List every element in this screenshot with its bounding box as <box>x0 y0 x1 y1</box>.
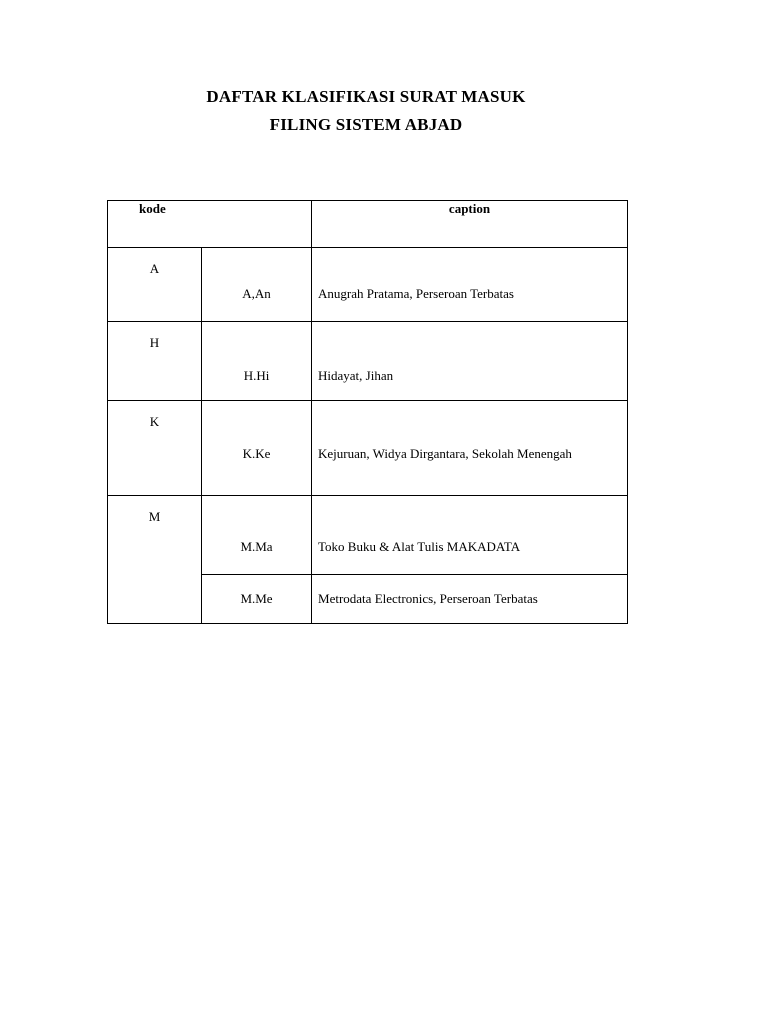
group-letter: M <box>108 496 202 624</box>
entry-caption: Anugrah Pratama, Perseroan Terbatas <box>318 286 514 301</box>
entry-caption-cell <box>312 401 628 496</box>
entry-code-cell <box>202 401 312 496</box>
entry-caption-cell <box>312 248 628 322</box>
entry-code: M.Me <box>202 575 312 624</box>
entry-caption-cell <box>312 322 628 401</box>
entry-caption: Hidayat, Jihan <box>318 368 394 383</box>
entry-code: M.Ma <box>240 539 273 554</box>
table-row <box>108 322 628 401</box>
table-header-row <box>108 201 628 248</box>
group-letter: A <box>108 248 202 322</box>
entry-code-cell <box>202 496 312 575</box>
entry-code-cell <box>202 322 312 401</box>
table-row <box>108 401 628 496</box>
entry-caption-cell <box>312 496 628 575</box>
entry-caption: Kejuruan, Widya Dirgantara, Sekolah Menengah <box>318 446 572 461</box>
entry-code-cell <box>202 248 312 322</box>
header-caption: caption <box>312 201 628 248</box>
table-row <box>108 248 628 322</box>
entry-code: K.Ke <box>242 446 271 461</box>
entry-code: A,An <box>242 286 271 301</box>
group-letter: H <box>108 322 202 401</box>
document-title-line2: FILING SISTEM ABJAD <box>269 115 463 134</box>
classification-table <box>107 200 628 624</box>
header-kode: kode <box>108 201 312 248</box>
table-row <box>108 496 628 575</box>
entry-caption: Toko Buku & Alat Tulis MAKADATA <box>318 539 521 554</box>
entry-code: H.Hi <box>243 368 270 383</box>
document-title-line1: DAFTAR KLASIFIKASI SURAT MASUK <box>206 87 526 106</box>
entry-caption: Metrodata Electronics, Perseroan Terbatas <box>312 575 628 624</box>
group-letter: K <box>108 401 202 496</box>
